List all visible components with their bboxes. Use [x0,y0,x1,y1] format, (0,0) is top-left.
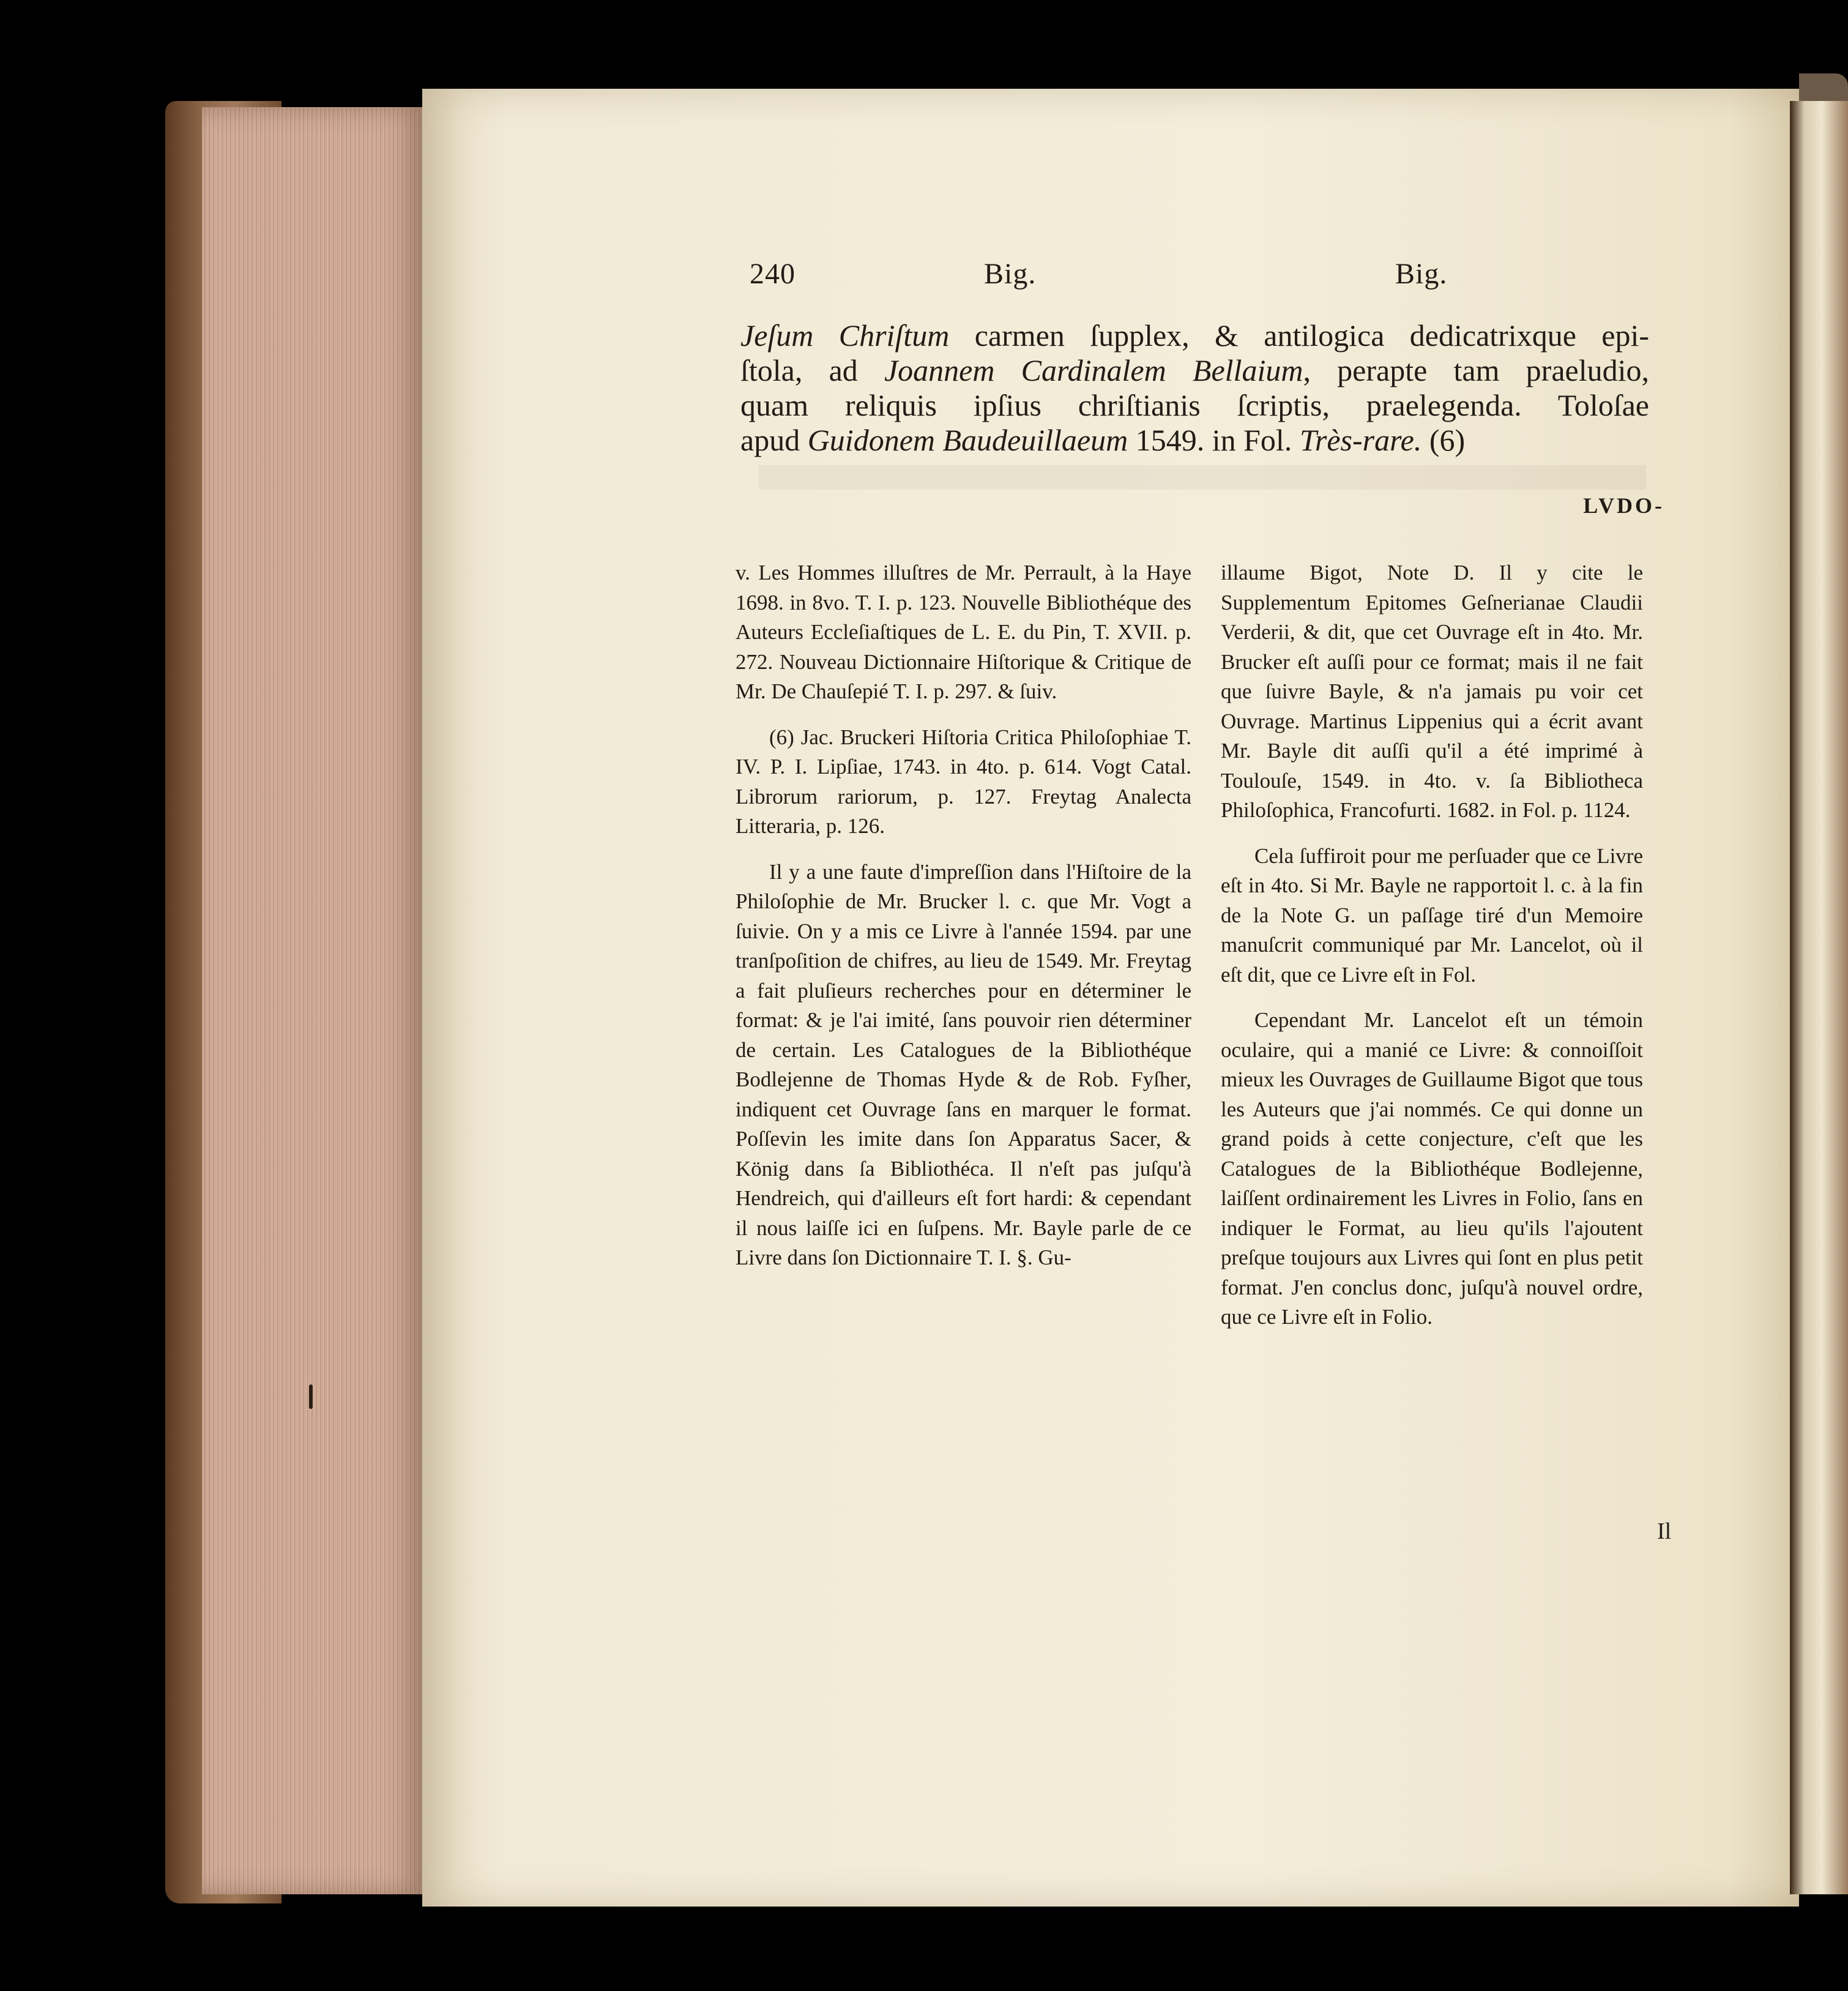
right-para-3: Cependant Mr. Lancelot eſt un témoin oculaire, qui a manié ce Livre: & connoiſſoit mieux les Ouvrages de Guillaume Bigot que tous les Auteurs que j'ai nommés. Ce qui donne un grand poids à cette conjecture, c'eſt que les Catalogues de la Bibliothéque Bodlejenne, laiſſent ordinairement les Livres in Folio, ſans en indiquer le Format, au lieu qu'ils l'ajoutent preſque toujours aux Livres qui ſont en plus petit format. J'en conclus donc, juſqu'à nouvel ordre, que ce Livre eſt in Folio. [1221,1008,1643,1329]
intro-paragraph [740,318,1649,458]
right-para-1: illaume Bigot, Note D. Il y cite le Supplementum Epitomes Geſnerianae Claudii Verderii, & dit, que cet Ouvrage eſt in 4to. Mr. Brucker eſt auſſi pour ce format; mais il ne fait que ſuivre Bayle, & n'a jamais pu voir cet Ouvrage. Martinus Lippenius qui a écrit avant Mr. Bayle dit auſſi qu'il a été imprimé à Toulouſe, 1549. in 4to. v. ſa Bibliotheca Philoſophica, Francofurti. 1682. in Fol. p. 1124. [1221,561,1643,822]
page-edges [202,107,422,1894]
final-catchword: Il [1657,1518,1672,1544]
bleed-through-text [759,465,1646,490]
intro-line-2: ſtola, ad Joannem Cardinalem Bellaium, perapte tam praeludio, [740,353,1649,387]
book-gutter-right [1790,101,1848,1894]
footnote-column-left [736,558,1191,1273]
page-edge-mark [309,1384,313,1409]
running-head-right: Big. [1395,258,1448,290]
catchword: LVDO- [1583,493,1664,518]
intro-line-3: quam reliquis ipſius chriſtianis ſcriptis, praelegenda. Toloſae [740,388,1649,422]
page-number: 240 [750,258,795,290]
left-para-3: Il y a une faute d'impreſſion dans l'Hiſtoire de la Philoſophie de Mr. Brucker l. c. que Mr. Vogt a ſuivie. On y a mis ce Livre à l'année 1594. par une tranſpoſition de chifres, au lieu de 1549. Mr. Freytag a fait pluſieurs recherches pour en déterminer le format: & je l'ai imité, ſans pouvoir rien déterminer de certain. Les Catalogues de la Bibliothéque Bodlejenne de Thomas Hyde & de Rob. Fyſher, indiquent cet Ouvrage ſans en marquer le format. Poſſevin les imite dans ſon Apparatus Sacer, & König dans ſa Bibliothéca. Il n'eſt pas juſqu'à Hendreich, qui d'ailleurs eſt fort hardi: & cependant il nous laiſſe ici en ſuſpens. Mr. Bayle parle de ce Livre dans ſon Dictionnaire T. I. §. Gu- [736,859,1191,1269]
intro-line-4: apud Guidonem Baudeuillaeum 1549. in Fol. Très-rare. (6) [740,423,1466,457]
running-head-left: Big. [984,258,1037,290]
left-para-1: v. Les Hommes illuſtres de Mr. Perrault, à la Haye 1698. in 8vo. T. I. p. 123. Nouvelle Bibliothéque des Auteurs Eccleſiaſtiques de L. E. du Pin, T. XVII. p. 272. Nouveau Dictionnaire Hiſtorique & Critique de Mr. De Chauſepié T. I. p. 297. & ſuiv. [736,561,1191,703]
left-para-2: (6) Jac. Bruckeri Hiſtoria Critica Philoſophiae T. IV. P. I. Lipſiae, 1743. in 4to. p. 614. Vogt Catal. Librorum rariorum, p. 127. Freytag Analecta Litteraria, p. 126. [736,725,1191,838]
footnote-column-right [1221,558,1643,1332]
right-para-2: Cela ſuffiroit pour me perſuader que ce Livre eſt in 4to. Si Mr. Bayle ne rapportoit l. c. à la fin de la Note G. un paſſage tiré d'un Memoire manuſcrit communiqué par Mr. Lancelot, où il eſt dit, que ce Livre eſt in Fol. [1221,843,1643,987]
intro-line-1: Jeſum Chriſtum carmen ſupplex, & antilogica dedicatrixque epi- [740,318,1649,353]
